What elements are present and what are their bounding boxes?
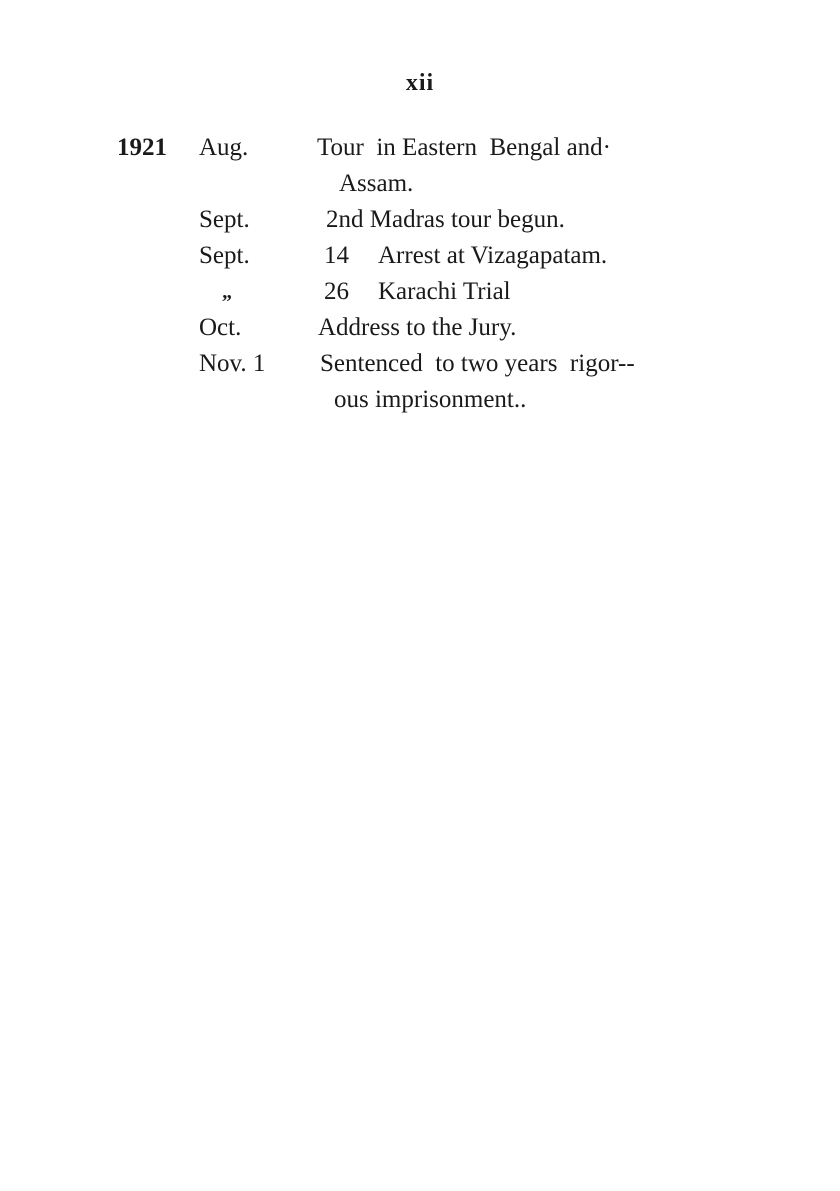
event-line-2: Assam. bbox=[339, 170, 414, 197]
entry-event bbox=[320, 346, 720, 418]
entry-event bbox=[317, 130, 717, 202]
chronology-entry-sept-arrest bbox=[0, 238, 840, 274]
event-line-1: Sentenced to two years rigor-- bbox=[320, 350, 635, 377]
page-number: xii bbox=[405, 70, 435, 96]
entry-month: Sept. bbox=[199, 242, 250, 269]
entry-day: 14 bbox=[324, 242, 349, 269]
chronology-entry-aug bbox=[0, 130, 840, 202]
chronology-entry-sept-karachi bbox=[0, 274, 840, 310]
entry-event: 2nd Madras tour begun. bbox=[326, 206, 565, 233]
entry-day: 26 bbox=[324, 278, 349, 305]
event-line-2: ous imprisonment.. bbox=[334, 386, 527, 413]
entry-year: 1921 bbox=[117, 134, 167, 161]
chronology-entry-oct bbox=[0, 310, 840, 346]
chronology-entry-sept-madras bbox=[0, 202, 840, 238]
entry-month: Oct. bbox=[199, 314, 242, 341]
entry-text: Karachi Trial bbox=[378, 278, 511, 305]
entry-month: Aug. bbox=[199, 134, 249, 161]
entry-event bbox=[324, 238, 724, 274]
chronology-list bbox=[0, 130, 840, 418]
chronology-entry-nov bbox=[0, 346, 840, 418]
entry-month-ditto: „ bbox=[222, 281, 232, 303]
entry-text: Arrest at Vizagapatam. bbox=[378, 242, 608, 269]
entry-month: Sept. bbox=[199, 206, 250, 233]
entry-event bbox=[324, 274, 724, 310]
entry-month: Nov. 1 bbox=[199, 350, 266, 377]
entry-event: Address to the Jury. bbox=[318, 314, 517, 341]
event-line-1: Tour in Eastern Bengal and· bbox=[317, 134, 611, 161]
